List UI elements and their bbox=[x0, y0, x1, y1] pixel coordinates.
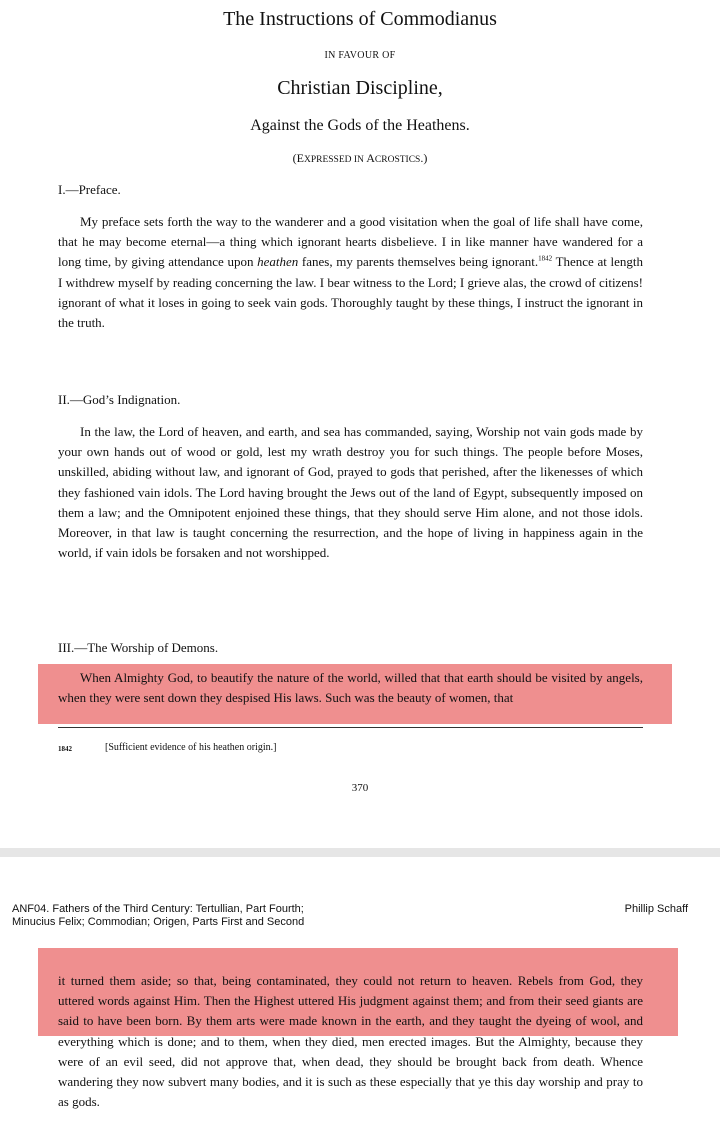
section-heading-preface: I.—Preface. bbox=[58, 182, 121, 197]
title-against-gods: Against the Gods of the Heathens. bbox=[250, 117, 470, 134]
page-371 bbox=[0, 857, 720, 1133]
footnote-number: 1842 bbox=[58, 745, 72, 753]
footnote-ref[interactable]: 1842 bbox=[538, 255, 553, 264]
continued-paragraph: it turned them aside; so that, being contaminated, they could not return to heaven. Rebels from God, they uttered words against Him. Then the Highest uttered His judgment against them; and from their seed giants are said to have been born. By them arts were made known in the earth, and they taught the dyeing of wool, and everything which is done; and to them, when they died, men erected images. But the Almighty, because they were of an evil seed, did not approve that, when dead, they should be brought back from death. Whence wandering they now subvert many bodies, and it is such as these especially that ye this day worship and pray to as gods. bbox=[58, 973, 643, 1110]
running-header-left: ANF04. Fathers of the Third Century: Tertullian, Part Fourth; Minucius Felix; Commodian; Origen, Parts First and Second bbox=[12, 903, 305, 928]
subtitle-in-favour-of: IN FAVOUR OF bbox=[324, 50, 396, 61]
title-acrostics: (EXPRESSED IN ACROSTICS.) bbox=[292, 151, 428, 165]
section-heading-indignation: II.—God’s Indignation. bbox=[58, 392, 181, 407]
footnote-divider bbox=[58, 727, 643, 728]
page-number: 370 bbox=[351, 782, 369, 794]
running-header-right: Phillip Schaff bbox=[624, 903, 688, 915]
document-title: The Instructions of Commodianus bbox=[223, 8, 497, 30]
section-heading-demons: III.—The Worship of Demons. bbox=[58, 640, 219, 655]
title-christian-discipline: Christian Discipline, bbox=[277, 77, 443, 99]
section-paragraph-preface: My preface sets forth the way to the wanderer and a good visitation when the goal of life shall have come, that he may become eternal—a thing which ignorant hearts disbelieve. I in like manner have wandered for a long time, by giving attendance upon heathen fanes, my parents themselves being ignorant.$^{1842}$ Thence at length I withdrew myself by reading concerning the law. I bear witness to the Lord; I grieve alas, the crowd of citizens! ignorant of what it loses in going to seek vain gods. Thoroughly taught by these things, I instruct the ignorant in the truth. bbox=[58, 214, 643, 331]
section-paragraph-demons: When Almighty God, to beautify the nature of the world, willed that that earth should be visited by angels, when they were sent down they despised His laws. Such was the beauty of women, that bbox=[58, 670, 643, 706]
section-paragraph-indignation: In the law, the Lord of heaven, and earth, and sea has commanded, saying, Worship not vain gods made by your own hands out of wood or gold, lest my wrath destroy you for such things. The people before Moses, unskilled, abiding without law, and ignorant of God, prayed to gods that perished, after the likenesses of which they fashioned vain idols. The Lord having brought the Jews out of the land of Egypt, subsequently imposed on them a law; and the Omnipotent enjoined these things, that they should serve Him alone, and not those idols. Moreover, in that law is taught concerning the resurrection, and the hope of living in happiness again in the world, if vain idols be forsaken and not worshipped. bbox=[58, 424, 643, 561]
page-divider bbox=[0, 848, 720, 857]
footnote-text: [Sufficient evidence of his heathen origin.] bbox=[105, 742, 277, 753]
